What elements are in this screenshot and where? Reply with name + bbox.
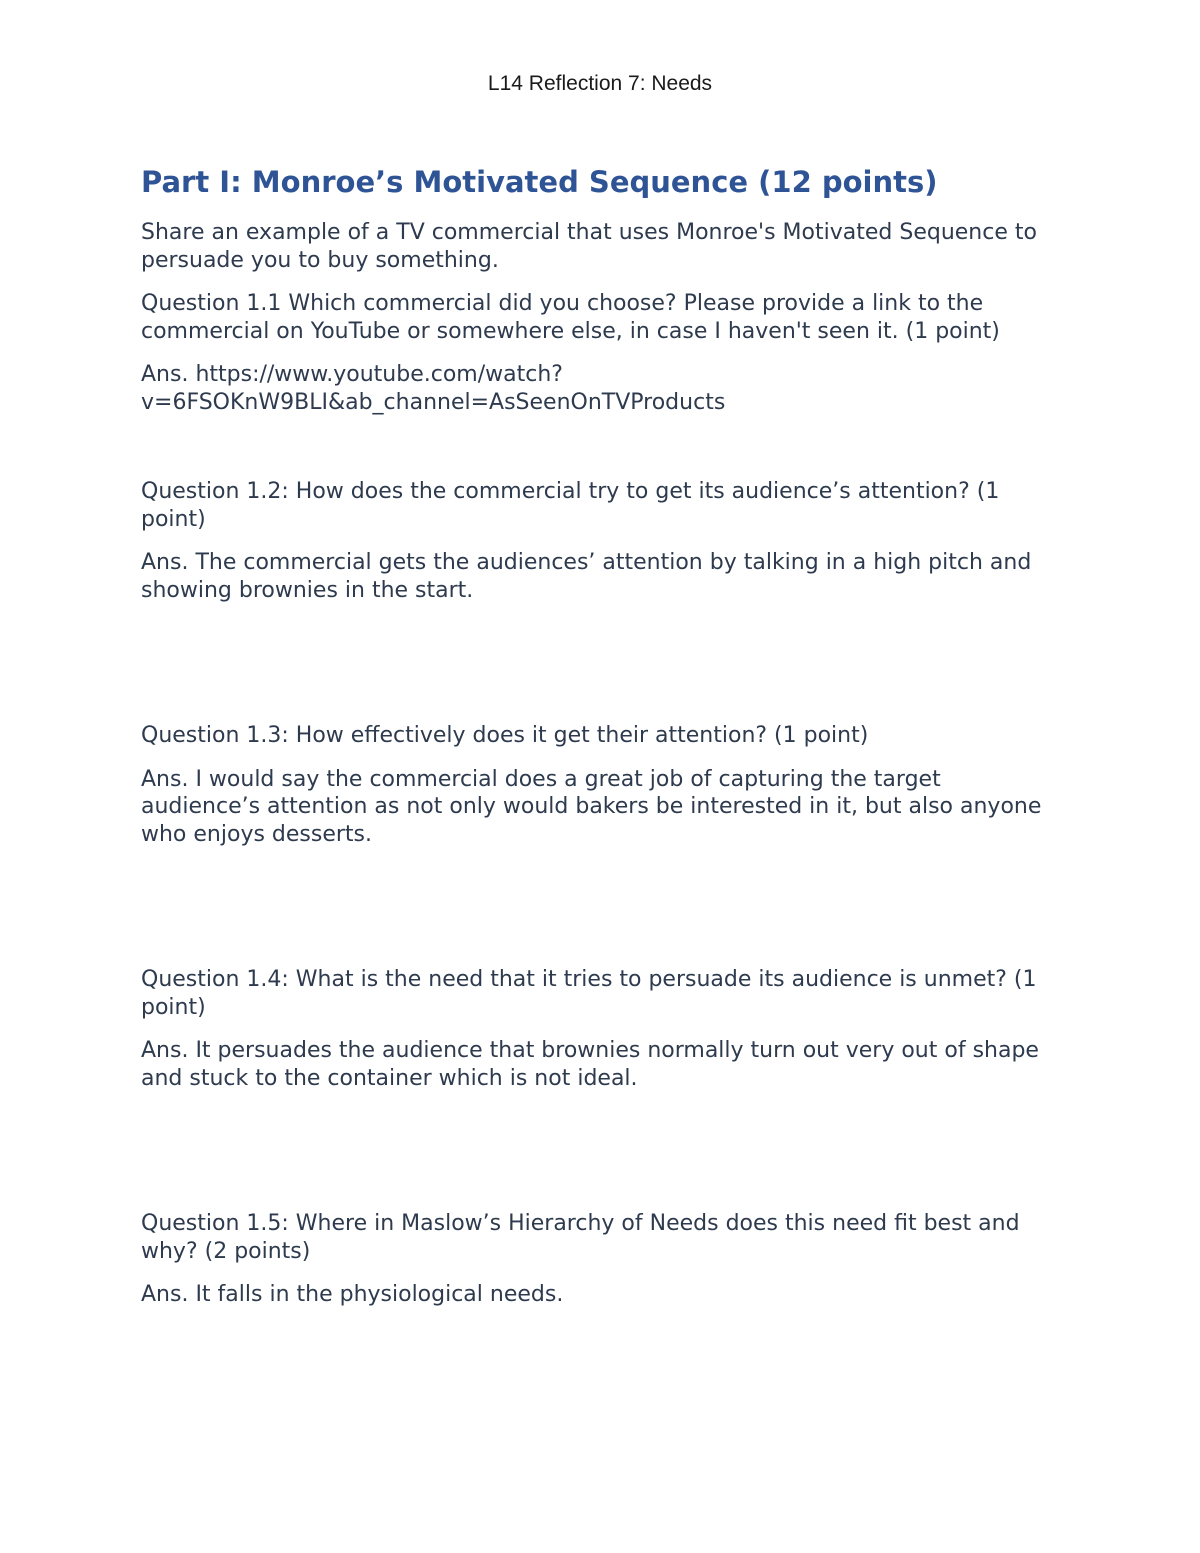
question-1-2: Question 1.2: How does the commercial try to get its audience’s attention? (1 point) xyxy=(141,479,1000,532)
page-header: L14 Reflection 7: Needs xyxy=(487,72,713,95)
document-body xyxy=(141,164,1061,1325)
answer-1-3: Ans. I would say the commercial does a great job of capturing the target audience’s attention as not only would bakers be interested in it, but also anyone who enjoys desserts. xyxy=(141,766,1042,847)
question-1-1: Question 1.1 Which commercial did you choose? Please provide a link to the commercial on YouTube or somewhere else, in case I haven't seen it. (1 point) xyxy=(141,291,1000,344)
answer-1-1 xyxy=(141,361,1061,416)
answer-1-1-line1: Ans. https://www.youtube.com/watch? xyxy=(141,362,563,387)
question-1-4: Question 1.4: What is the need that it tries to persuade its audience is unmet? (1 point) xyxy=(141,967,1037,1020)
answer-1-4: Ans. It persuades the audience that brownies normally turn out very out of shape and stuck to the container which is not ideal. xyxy=(141,1038,1039,1091)
question-1-5: Question 1.5: Where in Maslow’s Hierarchy of Needs does this need fit best and why? (2 points) xyxy=(141,1211,1020,1264)
intro-paragraph: Share an example of a TV commercial that uses Monroe's Motivated Sequence to persuade you to buy something. xyxy=(141,220,1037,273)
section-heading: Part I: Monroe’s Motivated Sequence (12 points) xyxy=(141,165,938,199)
question-1-3: Question 1.3: How effectively does it get their attention? (1 point) xyxy=(141,723,869,748)
answer-1-1-line2: v=6FSOKnW9BLI&ab_channel=AsSeenOnTVProducts xyxy=(141,389,726,415)
answer-1-5: Ans. It falls in the physiological needs. xyxy=(141,1282,564,1307)
answer-1-2: Ans. The commercial gets the audiences’ attention by talking in a high pitch and showing brownies in the start. xyxy=(141,550,1032,603)
